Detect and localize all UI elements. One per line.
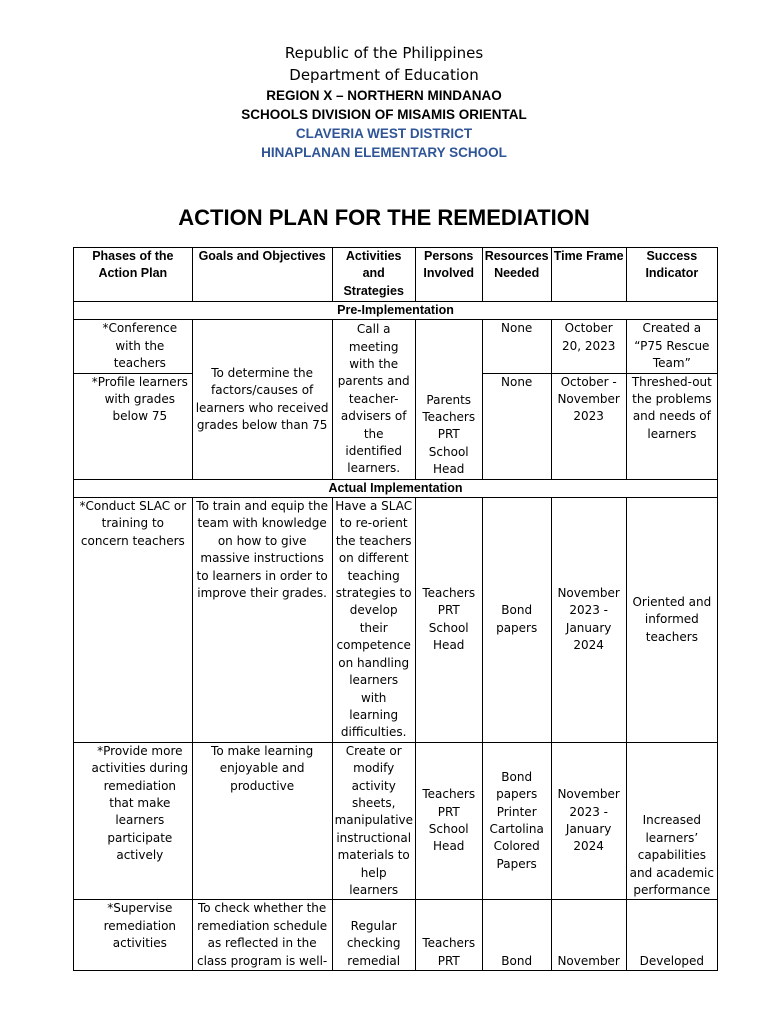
pre-r2-indicator: Threshed-out the problems and needs of learners <box>626 373 717 479</box>
act-r3-goal: To check whether the remediation schedule as reflected in the class program is well- <box>192 900 332 971</box>
pre-r1-time: October 20, 2023 <box>551 320 626 373</box>
act-r1-time: November 2023 - January 2024 <box>551 498 626 743</box>
header-time-frame: Time Frame <box>551 248 626 302</box>
section-row-pre <box>74 302 718 320</box>
act-r1-persons: Teachers PRT School Head <box>415 498 482 743</box>
pre-activity: Call a meeting with the parents and teacher-advisers of the identified learners. <box>332 320 415 479</box>
act-r1-goal: To train and equip the team with knowledge on how to give massive instructions to learners in order to improve their grades. <box>192 498 332 743</box>
table-row <box>74 742 718 900</box>
table-row <box>74 900 718 971</box>
header-activities: Activities and Strategies <box>332 248 415 302</box>
pre-goal: To determine the factors/causes of learners who received grades below than 75 <box>192 320 332 479</box>
table-row <box>74 498 718 743</box>
region-line: REGION X – NORTHERN MINDANAO <box>266 88 502 103</box>
header-goals: Goals and Objectives <box>192 248 332 302</box>
act-r3-resources: Bond <box>482 900 551 971</box>
section-actual-implementation: Actual Implementation <box>74 479 718 497</box>
act-r3-persons: Teachers PRT <box>415 900 482 971</box>
section-pre-implementation: Pre-Implementation <box>74 302 718 320</box>
act-r1-indicator: Oriented and informed teachers <box>626 498 717 743</box>
act-r3-indicator: Developed <box>626 900 717 971</box>
school-line: HINAPLANAN ELEMENTARY SCHOOL <box>261 145 507 160</box>
act-r1-phase: *Conduct SLAC or training to concern teachers <box>74 498 193 743</box>
pre-r1-phase: *Conference with the teachers <box>74 320 193 373</box>
act-r2-time: November 2023 - January 2024 <box>551 742 626 900</box>
act-r2-activity: Create or modify activity sheets, manipulative instructional materials to help learners <box>332 742 415 900</box>
district-line: CLAVERIA WEST DISTRICT <box>295 126 473 141</box>
header-phases: Phases of the Action Plan <box>74 248 193 302</box>
action-plan-table <box>73 247 718 971</box>
header-persons: Persons Involved <box>415 248 482 302</box>
table-header-row <box>74 248 718 302</box>
table-row <box>74 320 718 373</box>
act-r2-persons: Teachers PRT School Head <box>415 742 482 900</box>
pre-r2-time: October - November 2023 <box>551 373 626 479</box>
document-title: ACTION PLAN FOR THE REMEDIATION <box>178 205 590 230</box>
section-row-actual <box>74 479 718 497</box>
act-r2-resources: Bond papers Printer Cartolina Colored Papers <box>482 742 551 900</box>
header-success-indicator: Success Indicator <box>626 248 717 302</box>
division-line: SCHOOLS DIVISION OF MISAMIS ORIENTAL <box>241 107 527 122</box>
republic-line: Republic of the Philippines <box>284 44 484 62</box>
act-r2-goal: To make learning enjoyable and productive <box>192 742 332 900</box>
document-header <box>0 42 768 162</box>
act-r3-time: November <box>551 900 626 971</box>
pre-r2-phase: *Profile learners with grades below 75 <box>74 373 193 479</box>
act-r2-indicator: Increased learners’ capabilities and academic performance <box>626 742 717 900</box>
act-r3-activity: Regular checking remedial <box>332 900 415 971</box>
header-resources: Resources Needed <box>482 248 551 302</box>
act-r2-phase: *Provide more activities during remediation that make learners participate actively <box>74 742 193 900</box>
pre-r1-resources: None <box>482 320 551 373</box>
department-line: Department of Education <box>289 66 479 84</box>
pre-r2-resources: None <box>482 373 551 479</box>
pre-r1-indicator: Created a “P75 Rescue Team” <box>626 320 717 373</box>
act-r1-activity: Have a SLAC to re-orient the teachers on different teaching strategies to develop their competence on handling learners with learning difficulties. <box>332 498 415 743</box>
pre-persons: Parents Teachers PRT School Head <box>415 320 482 479</box>
act-r3-phase: *Supervise remediation activities <box>74 900 193 971</box>
act-r1-resources: Bond papers <box>482 498 551 743</box>
